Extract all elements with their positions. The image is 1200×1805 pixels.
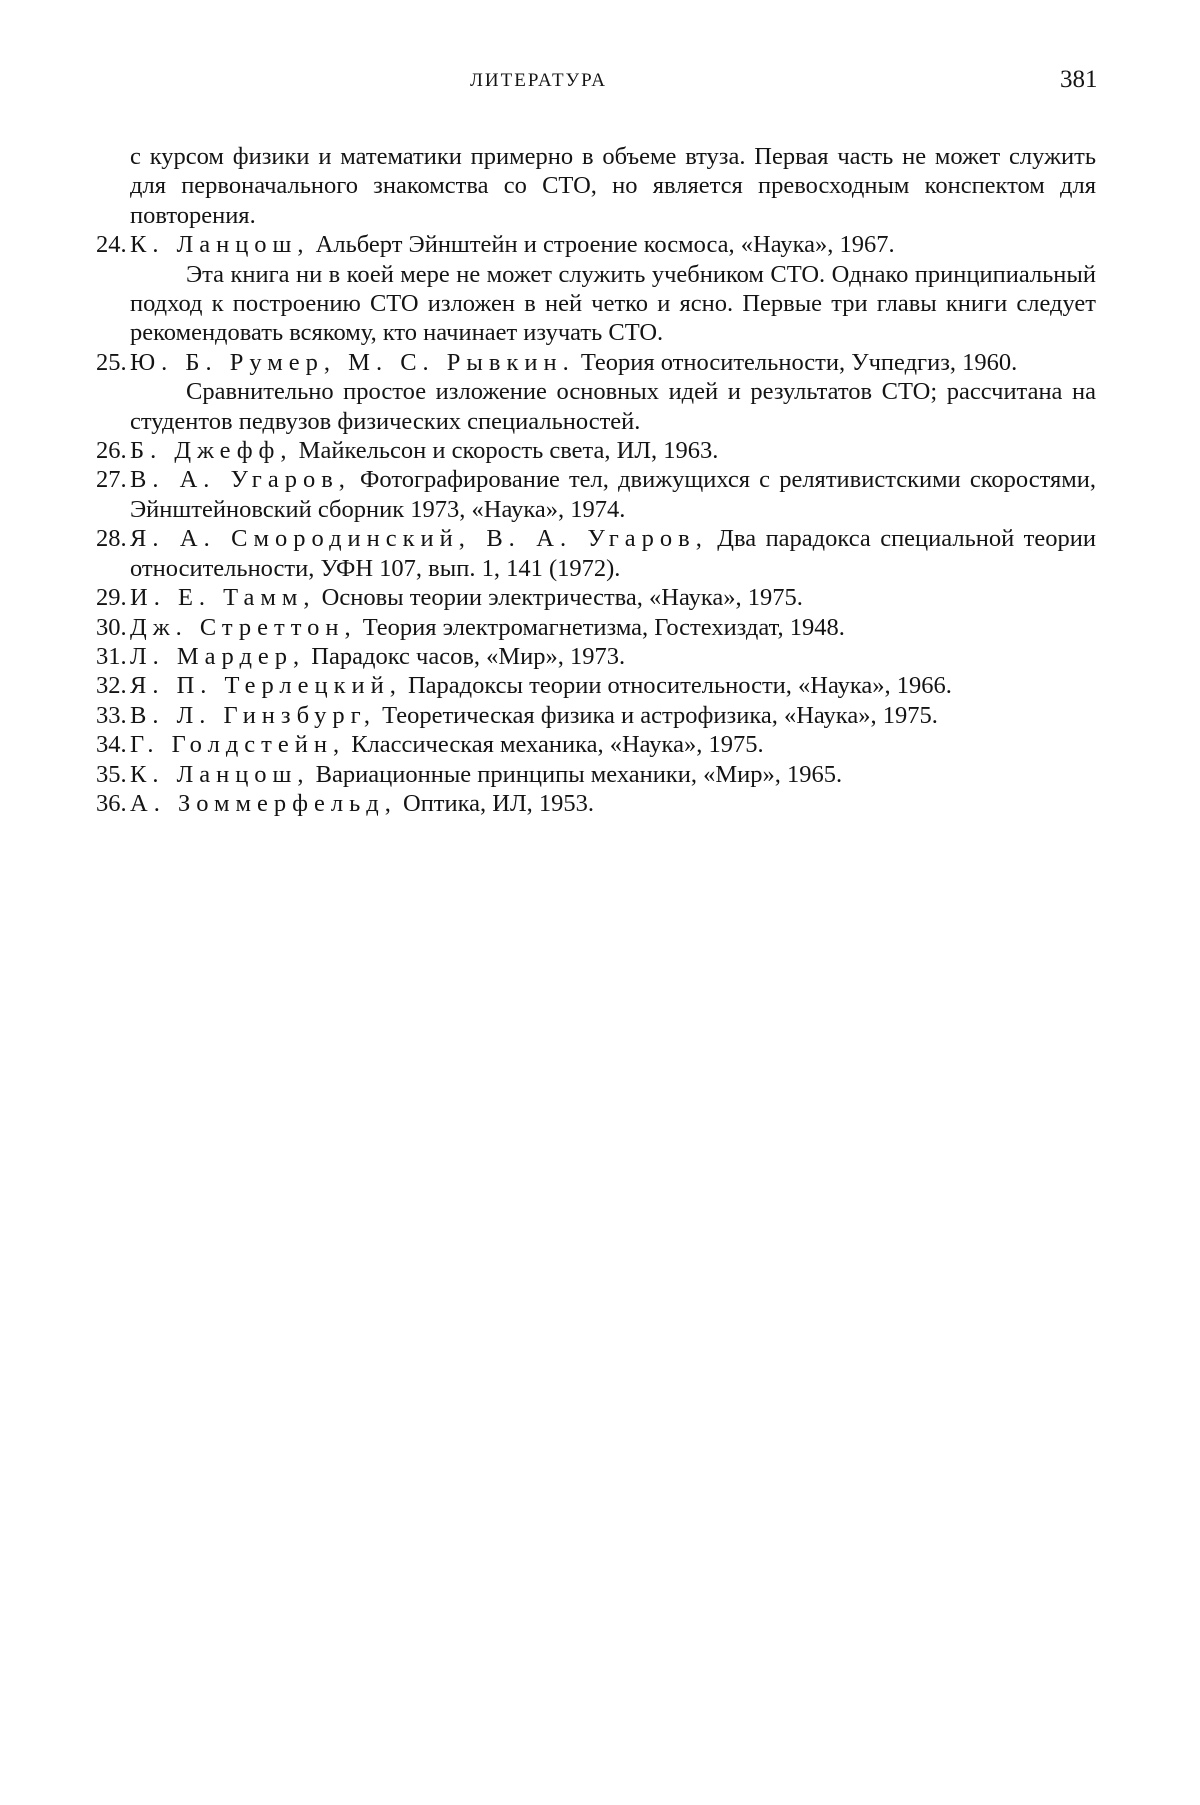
reference-body <box>130 436 1096 465</box>
reference-authors: И. Е. Тамм, <box>130 584 316 612</box>
reference-authors: Дж. Стреттон, <box>130 613 357 641</box>
reference-number: 25. <box>96 348 127 376</box>
reference-body <box>130 583 1096 612</box>
reference-authors: Б. Джефф, <box>130 437 293 465</box>
reference-title: Оптика, ИЛ, 1953. <box>396 789 594 817</box>
reference-26 <box>96 436 1096 465</box>
reference-body <box>130 671 1096 700</box>
reference-35 <box>96 760 1096 789</box>
reference-body <box>130 789 1096 818</box>
reference-authors: Я. П. Терлецкий, <box>130 672 402 700</box>
reference-number: 28. <box>96 525 127 553</box>
reference-title: Вариационные принципы механики, «Мир», 1965. <box>309 760 843 788</box>
reference-title: Альберт Эйнштейн и строение космоса, «Наука», 1967. <box>309 231 895 259</box>
reference-number: 26. <box>96 437 127 465</box>
reference-32 <box>96 671 1096 700</box>
reference-title: Теория относительности, Учпедгиз, 1960. <box>574 348 1018 376</box>
reference-authors: Г. Голдстейн, <box>130 731 346 759</box>
reference-body <box>130 642 1096 671</box>
reference-body <box>130 730 1096 759</box>
page-number: 381 <box>1060 66 1098 93</box>
reference-31 <box>96 642 1096 671</box>
reference-body <box>130 760 1096 789</box>
reference-body <box>130 230 1096 348</box>
reference-title: Теоретическая физика и астрофизика, «Наука», 1975. <box>376 701 938 729</box>
reference-27 <box>96 465 1096 524</box>
reference-authors: Л. Мардер, <box>130 642 306 670</box>
reference-number: 30. <box>96 613 127 641</box>
reference-title: Классическая механика, «Наука», 1975. <box>345 731 764 759</box>
running-title: ЛИТЕРАТУРА <box>470 70 607 91</box>
reference-title: Основы теории электричества, «Наука», 1975. <box>315 584 803 612</box>
reference-comment: Сравнительно простое изложение основных идей и результатов СТО; рассчитана на студентов педвузов физических специальностей. <box>130 378 1096 435</box>
reference-number: 24. <box>96 231 127 259</box>
reference-title: Майкельсон и скорость света, ИЛ, 1963. <box>292 437 719 465</box>
reference-36 <box>96 789 1096 818</box>
reference-body <box>130 348 1096 436</box>
reference-title: Парадокс часов, «Мир», 1973. <box>305 642 626 670</box>
reference-authors: К. Ланцош, <box>130 760 310 788</box>
reference-25 <box>96 348 1096 436</box>
reference-29 <box>96 583 1096 612</box>
continued-comment: с курсом физики и математики примерно в объеме втуза. Первая часть не может служить для первоначального знакомства со СТО, но является превосходным конспектом для повторения. <box>130 143 1096 229</box>
reference-number: 32. <box>96 672 127 700</box>
reference-number: 33. <box>96 701 127 729</box>
reference-authors: К. Ланцош, <box>130 231 310 259</box>
reference-24 <box>96 230 1096 348</box>
reference-authors: А. Зоммерфельд, <box>130 789 397 817</box>
reference-30 <box>96 613 1096 642</box>
reference-number: 29. <box>96 584 127 612</box>
reference-title: Теория электромагнетизма, Гостехиздат, 1948. <box>356 613 845 641</box>
reference-comment: Эта книга ни в коей мере не может служить учебником СТО. Однако принципиальный подход к построению СТО изложен в ней четко и ясно. Первые три главы книги следует рекомендовать всякому, кто начинает изучать СТО. <box>130 260 1096 347</box>
reference-body <box>130 701 1096 730</box>
reference-number: 27. <box>96 466 127 494</box>
reference-33 <box>96 701 1096 730</box>
reference-body <box>130 613 1096 642</box>
reference-28 <box>96 524 1096 583</box>
reference-authors: В. А. Угаров, <box>130 466 351 494</box>
reference-title: Фотографирование тел, движущихся с релятивистскими скоростями, Эйнштейновский сборник 1973, «Наука», 1974. <box>130 466 1097 523</box>
reference-number: 35. <box>96 760 127 788</box>
reference-title: Парадоксы теории относительности, «Наука», 1966. <box>401 672 952 700</box>
reference-authors: Я. А. Смородинский, В. А. Угаров, <box>130 525 708 553</box>
reference-body <box>130 465 1096 524</box>
reference-authors: Ю. Б. Румер, М. С. Рывкин. <box>130 348 575 376</box>
reference-number: 36. <box>96 789 127 817</box>
reference-body <box>130 524 1096 583</box>
reference-number: 34. <box>96 731 127 759</box>
reference-authors: В. Л. Гинзбург, <box>130 701 377 729</box>
reference-title: Два парадокса специальной теории относительности, УФН 107, вып. 1, 141 (1972). <box>130 525 1096 582</box>
reference-34 <box>96 730 1096 759</box>
bibliography <box>96 142 1096 818</box>
reference-number: 31. <box>96 642 127 670</box>
